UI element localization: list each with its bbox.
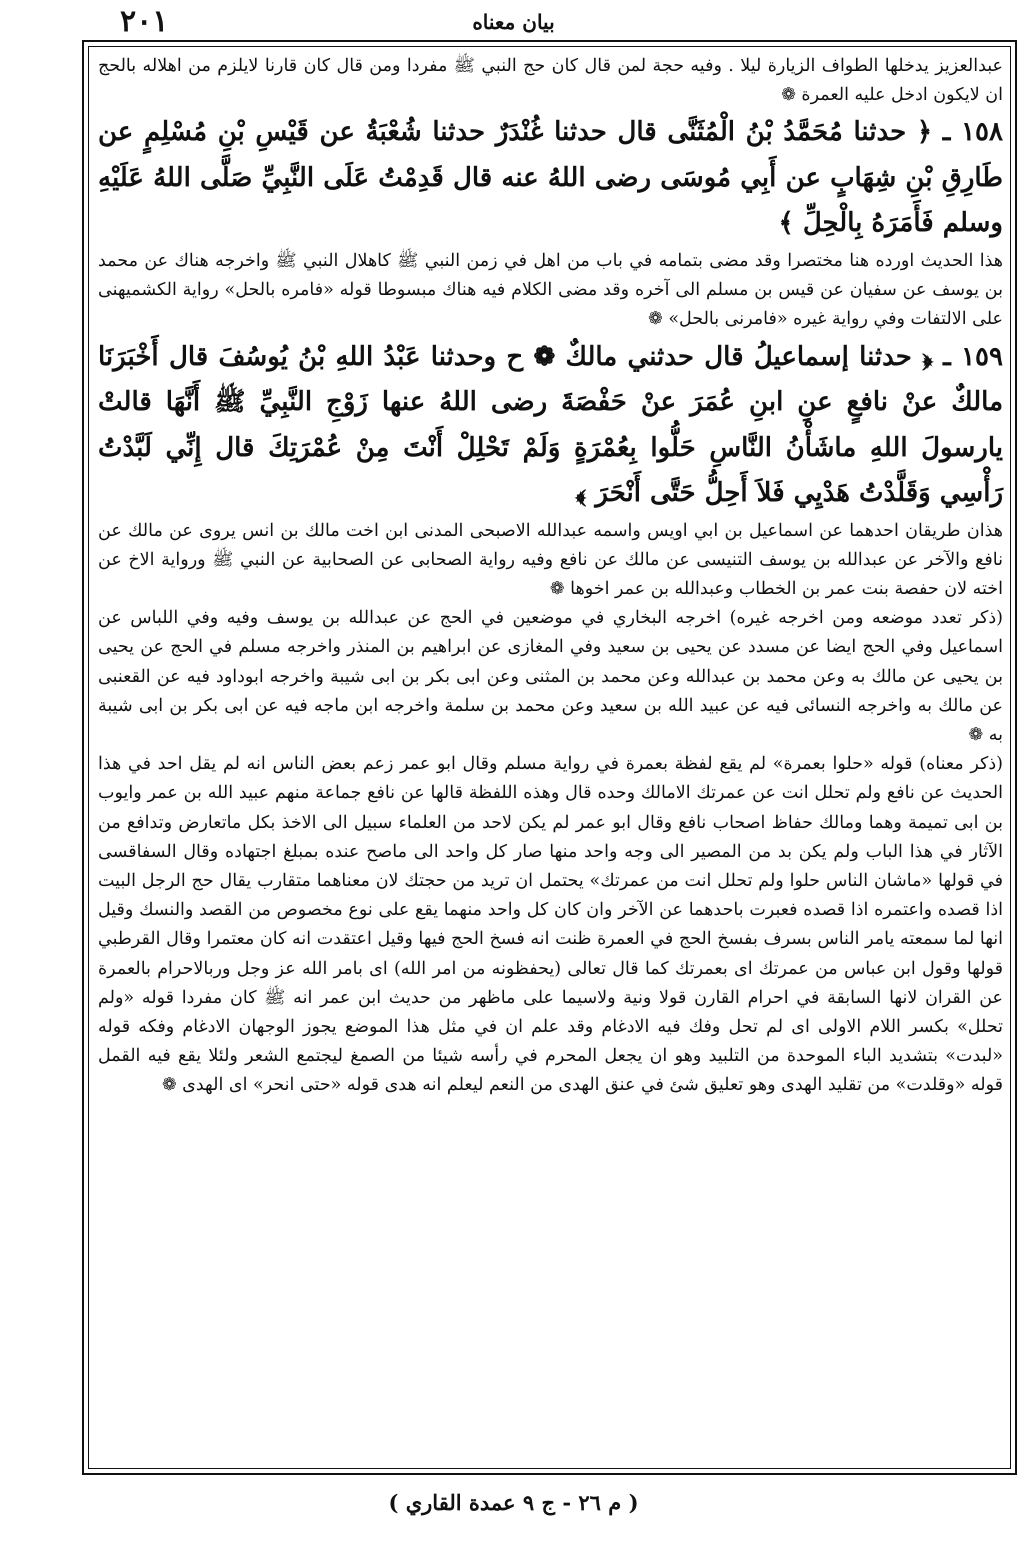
running-head: بيان معناه <box>472 10 555 34</box>
paragraph-sources: (ذكر تعدد موضعه ومن اخرجه غيره) اخرجه البخاري في موضعين في الحج عن عبدالله بن يوسف وفيه وفي اللباس عن اسماعيل وفي الحج ايضا عن مسدد عن يحيى بن سعيد وفي المغازى عن ابراهيم بن المنذر واخرجه مسلم في الحج عن يحيى بن يحيى عن مالك به وعن محمد بن عبدالله وعن محمد بن المثنى وعن ابى بكر بن ابى شيبة واخرجه ابوداود فيه عن القعنبى عن مالك به واخرجه النسائى فيه عن عبيد الله بن سعيد وعن محمد بن سلمة واخرجه ابن ماجه فيه عن ابى بكر بن ابى شيبة به ❁ <box>98 608 1003 745</box>
page-header <box>0 0 1027 40</box>
hadith-158: ١٥٨ ـ ﴿ حدثنا مُحَمَّدُ بْنُ الْمُثَنَّى قال حدثنا غُنْدَرٌ حدثنا شُعْبَةُ عن قَيْسِ بْنِ مُسْلِمٍ عن طَارِقِ بْنِ شِهَابٍ عن أَبِي مُوسَى رضى اللهُ عنه قال قَدِمْتُ عَلَى النَّبِيِّ صَلَّى اللهُ عَلَيْهِ وسلم فَأَمَرَهُ بِالْحِلِّ ﴾ <box>98 117 1003 239</box>
paragraph-narrators: هذان طريقان احدهما عن اسماعيل بن ابي اويس واسمه عبدالله الاصبحى المدنى ابن اخت مالك بن انس يروى عن مالك عن نافع والآخر عن عبدالله بن يوسف التنيسى عن مالك عن نافع وفيه رواية الصحابى عن الصحابية عن النبي ﷺ ورواية الاخ عن اخته لان حفصة بنت عمر بن الخطاب وعبدالله بن عمر اخوها ❁ <box>98 520 1003 599</box>
main-text <box>98 52 1003 1101</box>
paragraph-commentary-intro: عبدالعزيز يدخلها الطواف الزيارة ليلا . وفيه حجة لمن قال كان حج النبي ﷺ مفردا ومن قال كان قارنا لايلزم من اهلاله بالحج ان لايكون ادخل عليه العمرة ❁ <box>98 56 1003 106</box>
page-number: ٢٠١ <box>120 4 169 39</box>
paragraph-meaning: (ذكر معناه) قوله «حلوا بعمرة» لم يقع لفظة بعمرة في رواية مسلم وقال ابو عمر زعم بعض الناس انه لم يقل احد في هذا الحديث عن نافع ولم تحلل انت عن عمرتك الامالك وحده قال وهذه اللفظة قالها عن نافع جماعة منهم عبيد الله بن عمر وايوب بن ابى تميمة وهما ومالك حفاظ اصحاب نافع وقال ابو عمر لم يكن لاحد من العلماء سبيل الى الاخذ بكل ماتعارض وتدافع من الآثار في هذا الباب ولم يكن بد من المصير الى وجه واحد منها صار كل واحد الى ماصح عنده بمبلغ اجتهاده وقال السفاقسى في قولها «ماشان الناس حلوا ولم تحلل انت من عمرتك» يحتمل ان تريد من حجتك لان معناهما متقارب يقال حج الرجل البيت اذا قصده واعتمره اذا قصده فعبرت باحدهما عن الآخر وان كان كل واحد منهما يقع على نوع مخصوص من القصد والنسك وقيل انها لما سمعته يامر الناس بسرف بفسخ الحج في العمرة ظنت انه فسخ الحج فيها وقيل اعتقدت انه كان معتمرا وقال القرطبي قولها وقول ابن عباس من عمرتك اى بعمرتك كما قال تعالى (يحفظونه من امر الله) اى بامر الله عز وجل وربالاحرام بالعمرة عن القران لانها السابقة في احرام القارن قولا ونية ولاسيما على ماظهر من حديث ابن عمر انه ﷺ كان مفردا قوله «ولم تحلل» بكسر اللام الاولى اى لم تحل وفك فيه الادغام وقد علم ان في مثل هذا الموضع يجوز الوجهان الادغام وفكه قوله «لبدت» بتشديد الباء الموحدة من التلبيد وهو ان يجعل المحرم في رأسه شيئا من الصمغ ليجتمع الشعر ولئلا يقع فيه القمل قوله «وقلدت» من تقليد الهدى وهو تعليق شئ في عنق الهدى من النعم ليعلم انه هدى قوله «حتى انحر» اى الهدى ❁ <box>98 754 1003 1096</box>
footer-signature: ( م ٢٦ - ج ٩ عمدة القاري ) <box>388 1490 639 1515</box>
paragraph-commentary-158: هذا الحديث اورده هنا مختصرا وقد مضى بتمامه في باب من اهل في زمن النبي ﷺ كاهلال النبي ﷺ واخرجه هناك عن محمد بن يوسف عن سفيان عن قيس بن مسلم الى آخره وقد مضى الكلام فيه هناك مبسوطا قوله «فامره بالحل» رواية الكشميهنى على الالتفات وفي رواية غيره «فامرنى بالحل» ❁ <box>98 250 1003 330</box>
hadith-159: ١٥٩ ـ ﴿ حدثنا إسماعيلُ قال حدثني مالكٌ ❁ ح وحدثنا عَبْدُ اللهِ بْنُ يُوسُفَ قال أَخْبَرَنَا مالكٌ عنْ نافعٍ عنِ ابنِ عُمَرَ عنْ حَفْصَةَ رضى اللهُ عنها زَوْجِ النَّبِيِّ ﷺ أَنَّهَا قالتْ يارسولَ اللهِ ماشَأْنُ النَّاسِ حَلُّوا بِعُمْرَةٍ وَلَمْ تَحْلِلْ أَنْتَ مِنْ عُمْرَتِكَ قال إِنِّي لَبَّدْتُ رَأْسِي وَقَلَّدْتُ هَدْيِي فَلاَ أَحِلُّ حَتَّى أَنْحَرَ ﴾ <box>98 341 1003 509</box>
